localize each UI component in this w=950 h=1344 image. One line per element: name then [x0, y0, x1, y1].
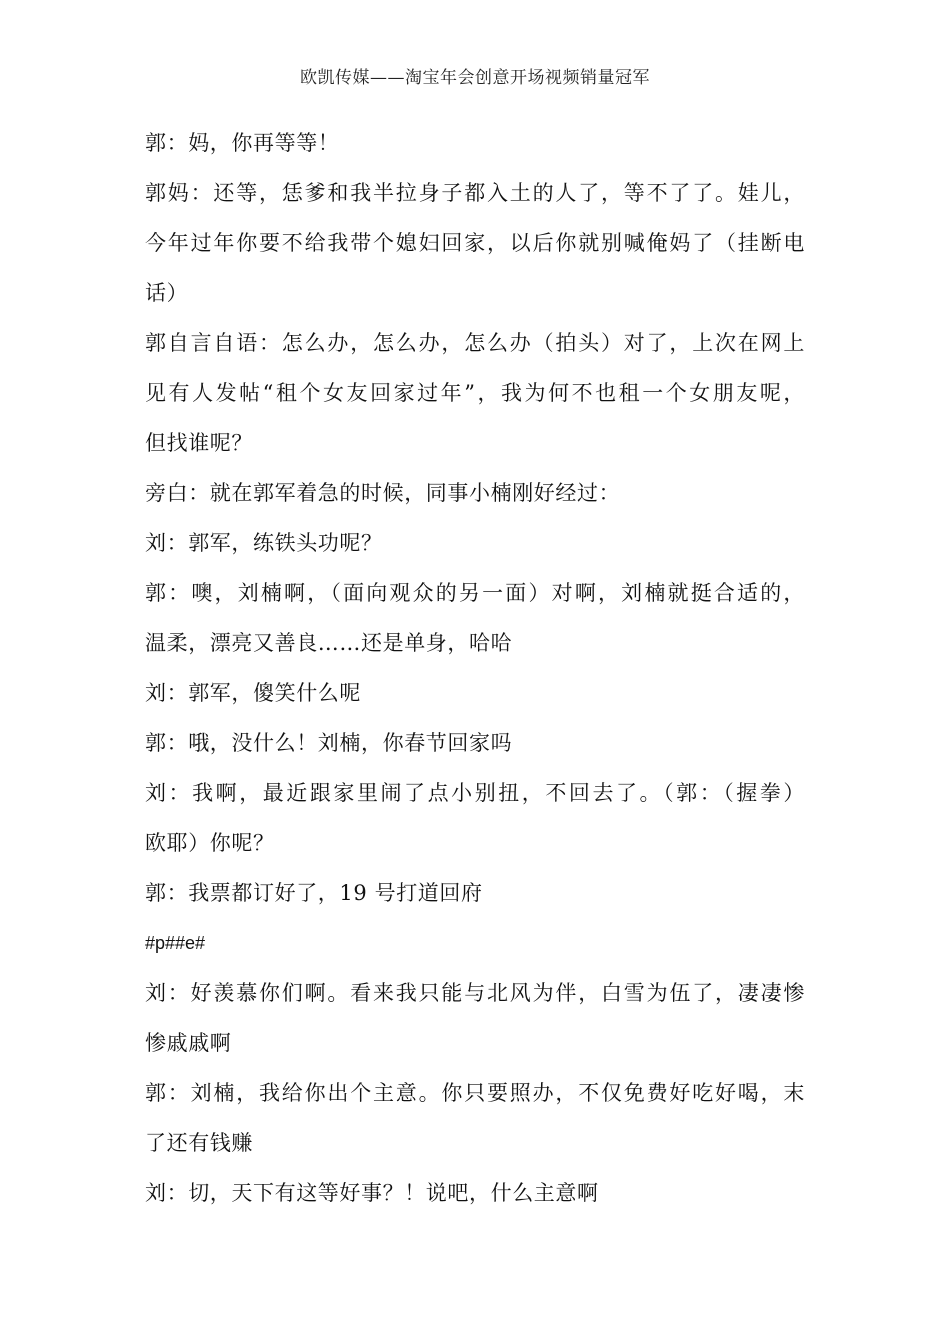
script-line: 刘：切，天下有这等好事？！说吧，什么主意啊: [145, 1181, 599, 1205]
script-line: 旁白：就在郭军着急的时候，同事小楠刚好经过：: [145, 481, 621, 505]
script-line: 刘：郭军，练铁头功呢？: [145, 531, 383, 555]
script-line: 见有人发帖“租个女友回家过年”，我为何不也租一个女朋友呢，: [145, 381, 805, 405]
script-line: 刘：好羡慕你们啊。看来我只能与北风为伴，白雪为伍了，凄凄惨: [145, 981, 805, 1005]
page-header: 欧凯传媒——淘宝年会创意开场视频销量冠军: [300, 68, 650, 88]
script-line: 今年过年你要不给我带个媳妇回家，以后你就别喊俺妈了（挂断电: [145, 231, 805, 255]
script-line: 郭：噢，刘楠啊，（面向观众的另一面）对啊，刘楠就挺合适的，: [145, 581, 805, 605]
script-line: 欧耶）你呢？: [145, 831, 275, 855]
script-line: 郭：我票都订好了，19 号打道回府: [145, 881, 483, 905]
script-line: 郭自言自语：怎么办，怎么办，怎么办（拍头）对了，上次在网上: [145, 331, 805, 355]
script-line: 郭妈：还等，恁爹和我半拉身子都入土的人了，等不了了。娃儿，: [145, 181, 805, 205]
script-line: 了还有钱赚: [145, 1131, 253, 1155]
script-line: 惨戚戚啊: [145, 1031, 232, 1055]
script-line: 话）: [145, 281, 189, 305]
script-line: 郭：刘楠，我给你出个主意。你只要照办，不仅免费好吃好喝，末: [145, 1081, 805, 1105]
script-line: 但找谁呢？: [145, 431, 253, 455]
script-line: 郭：哦，没什么！刘楠，你春节回家吗: [145, 731, 513, 755]
page-break-marker: #p##e#: [145, 933, 206, 953]
script-line: 郭：妈，你再等等！: [145, 131, 340, 155]
script-line: 刘：我啊，最近跟家里闹了点小别扭，不回去了。（郭：（握拳）: [145, 781, 805, 805]
script-line: 温柔，漂亮又善良……还是单身，哈哈: [145, 631, 513, 655]
script-line: 刘：郭军，傻笑什么呢: [145, 681, 361, 705]
script-body: [145, 118, 805, 1218]
